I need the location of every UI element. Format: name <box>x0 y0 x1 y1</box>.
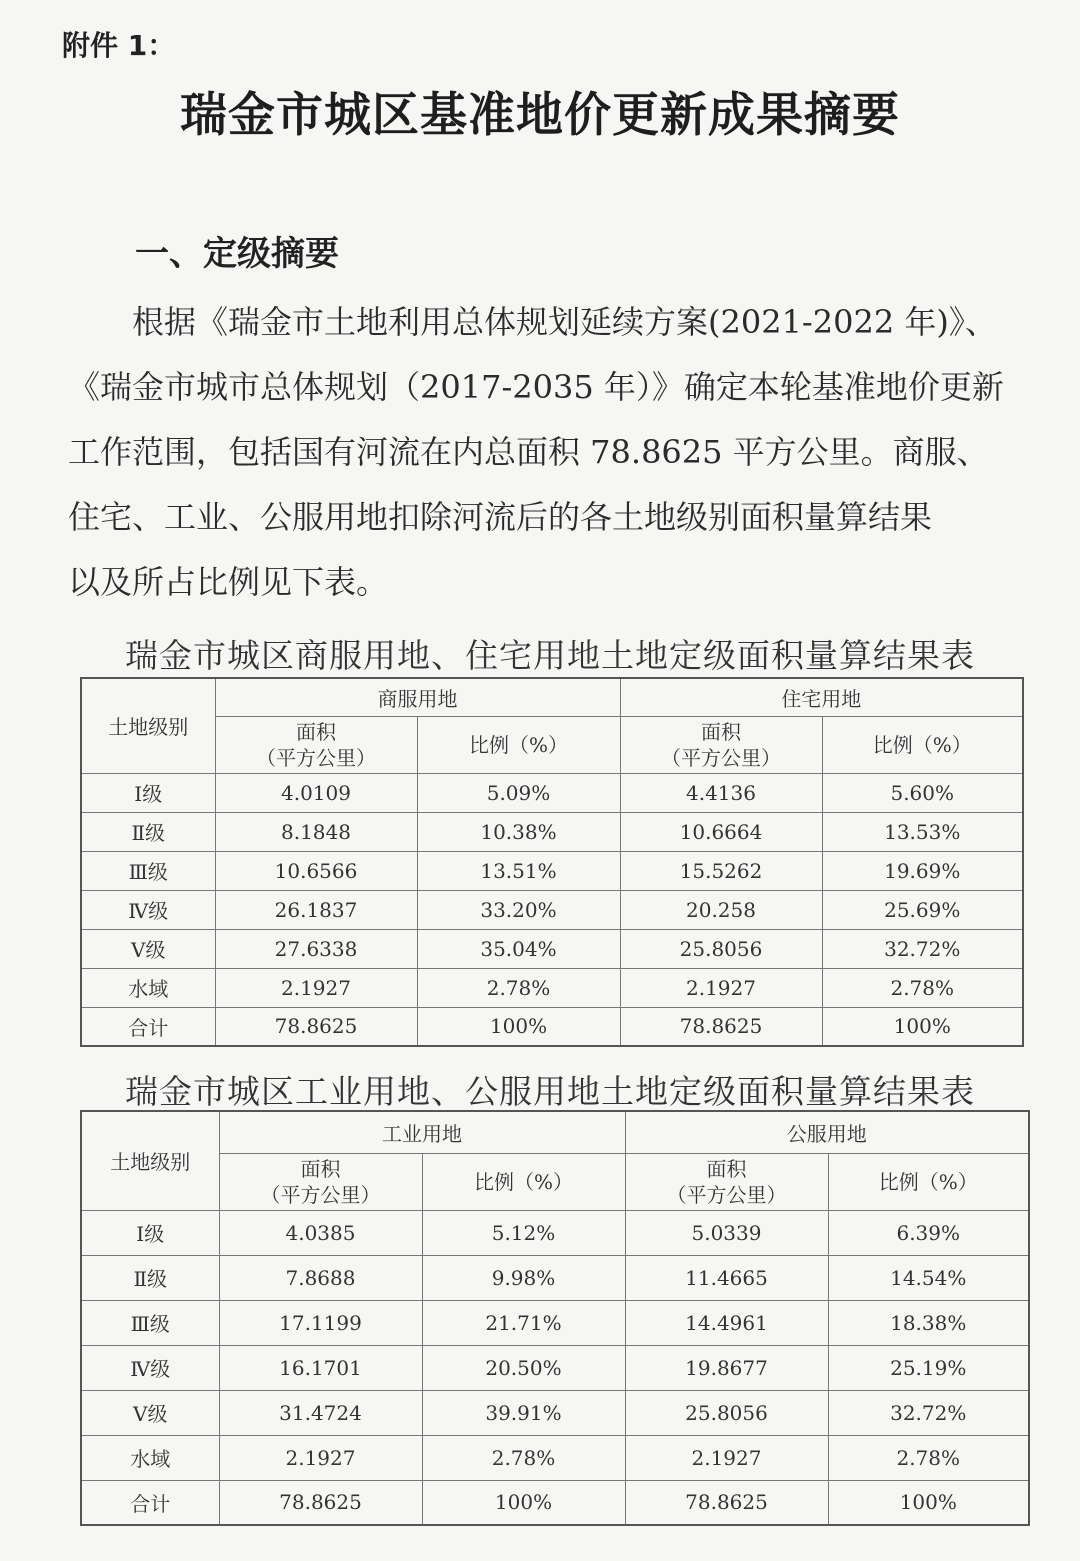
area-cell: 78.8625 <box>215 1007 417 1046</box>
ratio-cell: 9.98% <box>422 1255 625 1300</box>
ratio-cell: 5.09% <box>417 773 620 812</box>
document-title: 瑞金市城区基准地价更新成果摘要 <box>180 88 900 143</box>
area-cell: 4.0109 <box>215 773 417 812</box>
grade-cell: 合计 <box>81 1480 219 1525</box>
area-header: 面积 （平方公里） <box>620 716 822 773</box>
area-cell: 5.0339 <box>625 1210 828 1255</box>
grade-cell: Ⅱ级 <box>81 812 215 851</box>
paragraph-line: 《瑞金市城市总体规划（2017-2035 年）》确定本轮基准地价更新 <box>68 368 1004 406</box>
attachment-label: 附件 1： <box>62 29 176 62</box>
grade-cell: 水域 <box>81 1435 219 1480</box>
area-cell: 2.1927 <box>215 968 417 1007</box>
area-cell: 26.1837 <box>215 890 417 929</box>
table-row <box>81 1480 1029 1525</box>
table-row <box>81 890 1023 929</box>
grade-cell: Ⅴ级 <box>81 929 215 968</box>
paragraph-line: 以及所占比例见下表。 <box>68 563 389 601</box>
area-cell: 27.6338 <box>215 929 417 968</box>
table-row <box>81 1007 1023 1046</box>
table-row <box>81 773 1023 812</box>
area-cell: 25.8056 <box>620 929 822 968</box>
ratio-cell: 14.54% <box>828 1255 1029 1300</box>
ratio-cell: 19.69% <box>822 851 1023 890</box>
table-row <box>81 929 1023 968</box>
area-cell: 16.1701 <box>219 1345 422 1390</box>
table2 <box>80 1110 1030 1526</box>
section-heading: 一、定级摘要 <box>135 234 339 274</box>
paragraph-line: 住宅、工业、公服用地扣除河流后的各土地级别面积量算结果 <box>68 498 933 536</box>
area-cell: 78.8625 <box>620 1007 822 1046</box>
area-header: 面积 （平方公里） <box>215 716 417 773</box>
ratio-header: 比例（%） <box>828 1153 1029 1210</box>
ratio-cell: 13.53% <box>822 812 1023 851</box>
ratio-cell: 18.38% <box>828 1300 1029 1345</box>
table-row <box>81 968 1023 1007</box>
area-cell: 10.6664 <box>620 812 822 851</box>
ratio-cell: 32.72% <box>828 1390 1029 1435</box>
ratio-cell: 2.78% <box>828 1435 1029 1480</box>
ratio-header: 比例（%） <box>822 716 1023 773</box>
table-row <box>81 1255 1029 1300</box>
grade-cell: Ⅴ级 <box>81 1390 219 1435</box>
ratio-cell: 100% <box>417 1007 620 1046</box>
ratio-cell: 32.72% <box>822 929 1023 968</box>
ratio-cell: 25.19% <box>828 1345 1029 1390</box>
ratio-cell: 2.78% <box>422 1435 625 1480</box>
table2-caption: 瑞金市城区工业用地、公服用地土地定级面积量算结果表 <box>125 1072 975 1111</box>
grade-header: 土地级别 <box>81 1111 219 1210</box>
body-paragraph <box>68 290 1048 615</box>
table-row <box>81 851 1023 890</box>
area-cell: 78.8625 <box>219 1480 422 1525</box>
area-cell: 78.8625 <box>625 1480 828 1525</box>
area-cell: 2.1927 <box>620 968 822 1007</box>
table-row <box>81 1300 1029 1345</box>
ratio-cell: 2.78% <box>417 968 620 1007</box>
ratio-cell: 33.20% <box>417 890 620 929</box>
area-cell: 4.0385 <box>219 1210 422 1255</box>
area-cell: 10.6566 <box>215 851 417 890</box>
grade-cell: Ⅳ级 <box>81 1345 219 1390</box>
ratio-cell: 39.91% <box>422 1390 625 1435</box>
area-cell: 19.8677 <box>625 1345 828 1390</box>
ratio-header: 比例（%） <box>422 1153 625 1210</box>
table-row <box>81 812 1023 851</box>
area-cell: 17.1199 <box>219 1300 422 1345</box>
ratio-header: 比例（%） <box>417 716 620 773</box>
ratio-cell: 35.04% <box>417 929 620 968</box>
area-cell: 15.5262 <box>620 851 822 890</box>
ratio-cell: 100% <box>822 1007 1023 1046</box>
table-row <box>81 1210 1029 1255</box>
group-header: 公服用地 <box>625 1111 1029 1153</box>
area-cell: 11.4665 <box>625 1255 828 1300</box>
group-header: 住宅用地 <box>620 678 1023 716</box>
paragraph-line: 工作范围，包括国有河流在内总面积 78.8625 平方公里。商服、 <box>68 433 989 471</box>
table-row <box>81 1435 1029 1480</box>
table-row <box>81 1345 1029 1390</box>
ratio-cell: 10.38% <box>417 812 620 851</box>
area-cell: 2.1927 <box>219 1435 422 1480</box>
ratio-cell: 2.78% <box>822 968 1023 1007</box>
group-header: 工业用地 <box>219 1111 625 1153</box>
area-cell: 31.4724 <box>219 1390 422 1435</box>
group-header: 商服用地 <box>215 678 620 716</box>
ratio-cell: 6.39% <box>828 1210 1029 1255</box>
area-header: 面积 （平方公里） <box>219 1153 422 1210</box>
ratio-cell: 25.69% <box>822 890 1023 929</box>
table-row <box>81 1390 1029 1435</box>
area-cell: 2.1927 <box>625 1435 828 1480</box>
ratio-cell: 100% <box>422 1480 625 1525</box>
area-header: 面积 （平方公里） <box>625 1153 828 1210</box>
area-cell: 4.4136 <box>620 773 822 812</box>
ratio-cell: 21.71% <box>422 1300 625 1345</box>
grade-cell: 水域 <box>81 968 215 1007</box>
area-cell: 25.8056 <box>625 1390 828 1435</box>
grade-cell: Ⅰ级 <box>81 773 215 812</box>
area-cell: 8.1848 <box>215 812 417 851</box>
ratio-cell: 20.50% <box>422 1345 625 1390</box>
paragraph-line: 根据《瑞金市土地利用总体规划延续方案(2021-2022 年)》、 <box>68 303 997 341</box>
grade-cell: Ⅰ级 <box>81 1210 219 1255</box>
grade-cell: Ⅲ级 <box>81 851 215 890</box>
ratio-cell: 5.60% <box>822 773 1023 812</box>
table1-caption: 瑞金市城区商服用地、住宅用地土地定级面积量算结果表 <box>125 636 975 675</box>
table1 <box>80 677 1024 1047</box>
area-cell: 14.4961 <box>625 1300 828 1345</box>
area-cell: 7.8688 <box>219 1255 422 1300</box>
grade-cell: 合计 <box>81 1007 215 1046</box>
grade-cell: Ⅳ级 <box>81 890 215 929</box>
ratio-cell: 100% <box>828 1480 1029 1525</box>
ratio-cell: 5.12% <box>422 1210 625 1255</box>
grade-cell: Ⅲ级 <box>81 1300 219 1345</box>
grade-header: 土地级别 <box>81 678 215 773</box>
area-cell: 20.258 <box>620 890 822 929</box>
ratio-cell: 13.51% <box>417 851 620 890</box>
grade-cell: Ⅱ级 <box>81 1255 219 1300</box>
